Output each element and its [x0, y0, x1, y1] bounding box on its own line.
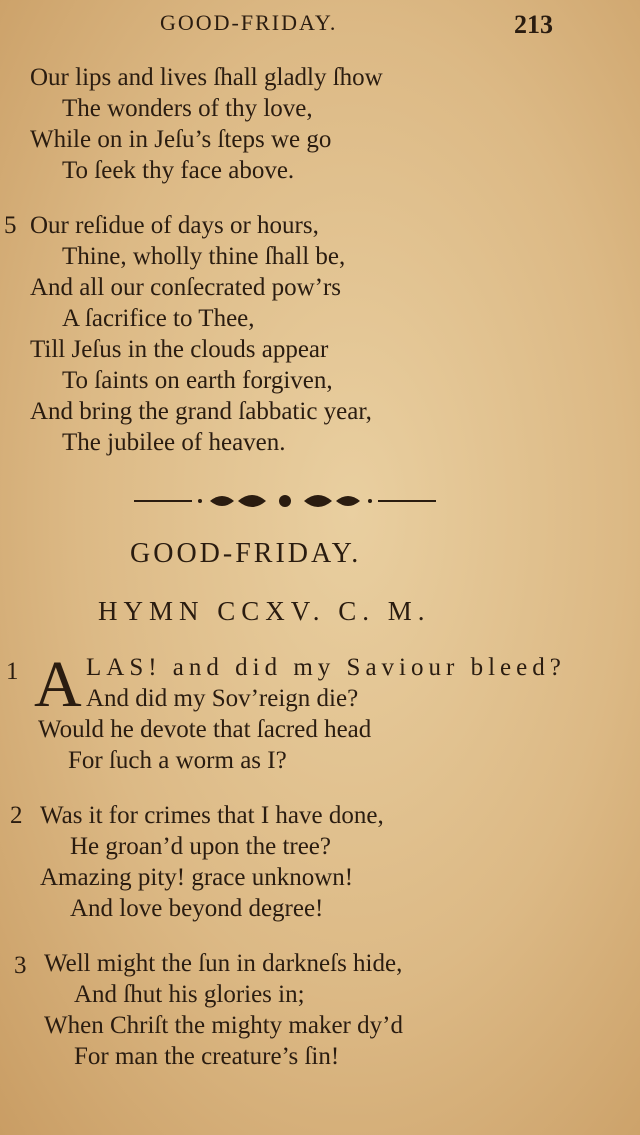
verse-line: For ſuch a worm as I?	[68, 747, 287, 774]
section-title: GOOD-FRIDAY.	[130, 538, 362, 569]
verse-line: Amazing pity! grace unknown!	[40, 864, 354, 891]
verse-line: When Chriſt the mighty maker dy’d	[44, 1012, 403, 1039]
hymn-heading: HYMN CCXV. C. M.	[98, 596, 431, 626]
page-number: 213	[514, 10, 553, 39]
verse-line: He groan’d upon the tree?	[70, 833, 331, 860]
verse-line: Well might the ſun in darkneſs hide,	[44, 950, 403, 977]
verse-line: And love beyond degree!	[70, 895, 324, 922]
verse-line: To ſaints on earth forgiven,	[62, 367, 333, 394]
verse-line: The jubilee of heaven.	[62, 429, 286, 456]
verse-line: Was it for crimes that I have done,	[40, 802, 384, 829]
verse-line: And all our conſecrated pow’rs	[30, 274, 341, 301]
verse-number: 5	[4, 212, 17, 239]
verse-line: And did my Sov’reign die?	[86, 685, 359, 712]
verse-line: While on in Jeſu’s ſteps we go	[30, 126, 332, 153]
verse-line: The wonders of thy love,	[62, 95, 313, 122]
verse-line: Our reſidue of days or hours,	[30, 212, 319, 239]
verse-line: Would he devote that ſacred head	[38, 716, 372, 743]
verse-number: 3	[14, 952, 27, 979]
drop-cap: A	[34, 648, 82, 721]
verse-number: 1	[6, 658, 19, 685]
verse-line: For man the creature’s ſin!	[74, 1043, 340, 1070]
verse-line: And bring the grand ſabbatic year,	[30, 398, 372, 425]
verse-line: A ſacrifice to Thee,	[62, 305, 255, 332]
ornamental-divider	[130, 486, 440, 516]
running-head: GOOD-FRIDAY.	[160, 10, 338, 35]
verse-number: 2	[10, 802, 23, 829]
verse-line: And ſhut his glories in;	[74, 981, 305, 1008]
verse-line: Till Jeſus in the clouds appear	[30, 336, 329, 363]
verse-line: To ſeek thy face above.	[62, 157, 295, 184]
verse-line: LAS! and did my Saviour bleed?	[86, 654, 566, 681]
verse-line: Thine, wholly thine ſhall be,	[62, 243, 346, 270]
verse-line: Our lips and lives ſhall gladly ſhow	[30, 64, 383, 91]
